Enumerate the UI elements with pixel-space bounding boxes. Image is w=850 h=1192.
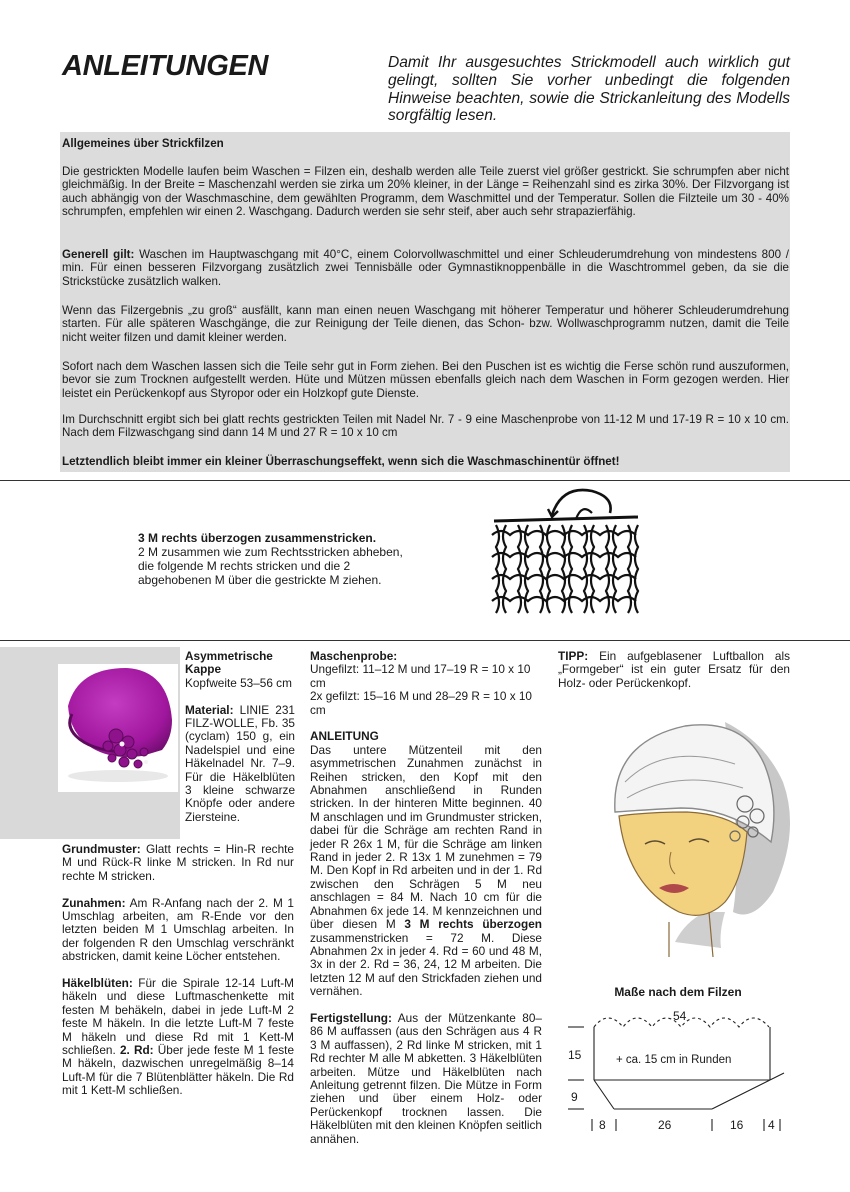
dim-bottom-2: 26 — [658, 1118, 672, 1132]
general-paragraph-4: Sofort nach dem Waschen lassen sich die Teile sehr gut in Form ziehen. Bei den Puschen ist es wichtig die Ferse schön rund auszuformen, bevor sie zum Trocknen aufgestellt werden. Hüte und Mützen müssen ebenfalls gleich nach dem Waschen in Form gezogen werden. Hier leistet ein Perückenkopf aus Styropor oder ein Holzkopf gute Dienste. — [62, 360, 789, 400]
intro-text: Damit Ihr ausgesuchtes Strickmodell auch wirklich gut gelingt, sollten Sie vorher unbedingt die folgenden Hinweise beachten, sowie die Strickanleitung des Modells sorgfältig lesen. — [388, 54, 790, 125]
model-info — [185, 650, 295, 824]
maschenprobe-unfelted: Ungefilzt: 11–12 M und 17–19 R = 10 x 10 cm — [310, 662, 531, 690]
dim-bottom-3: 16 — [730, 1118, 744, 1132]
pattern-instructions-left — [62, 843, 294, 1098]
dim-width-top: 54 — [673, 1009, 687, 1023]
general-paragraph-6: Letztendlich bleibt immer ein kleiner Überraschungseffekt, wenn sich die Waschmaschinentür öffnet! — [62, 455, 620, 468]
knitting-stitch-illustration — [488, 485, 648, 635]
zunahmen-text: Zunahmen: Am R-Anfang nach der 2. M 1 Umschlag arbeiten, am R-Ende vor den letzten beiden M 1 Umschlag arbeiten. In der folgenden R den Umschlag verschränkt abstricken, damit keine Löcher entstehen. — [62, 895, 294, 964]
technique-text: 2 M zusammen wie zum Rechtsstricken abheben, die folgende M rechts stricken und die 2 abgehobenen M über die gestrickte M ziehen. — [138, 545, 403, 587]
fertigstellung-text: Fertigstellung: Aus der Mützenkante 80–86 M auffassen (aus den Schrägen aus 4 R 3 M auffassen), 2 Rd linke M stricken, mit 1 Rd rechter M alle M abketten. 3 Häkelblüten arbeiten. Mütze und Häkelblüten nach Anleitung getrennt filzen. Die Mütze in Form ziehen und über einem Holz- oder Perückenkopf trocknen lassen. Die Häkelblüten mit den kleinen Knöpfen seitlich annähen. — [310, 1010, 542, 1146]
general-paragraph-2: Generell gilt: Waschen im Hauptwaschgang mit 40°C, einem Colorvollwaschmittel und einer Schleuderumdrehung von mindestens 800 / min. Für einen besseren Filzvorgang zusätzlich zwei Tennisbälle oder Gymnastiknoppenbälle in die Waschtrommel geben, da sie die Strickstücke zusätzlich walken. — [62, 248, 789, 288]
model-size: Kopfweite 53–56 cm — [185, 675, 292, 690]
page-title: ANLEITUNGEN — [62, 50, 269, 82]
dim-bottom-4: 4 — [768, 1118, 775, 1132]
general-paragraph-1: Die gestrickten Modelle laufen beim Waschen = Filzen ein, deshalb werden alle Teile zuerst viel größer gestrickt. Sie schrumpfen aber nicht gleichmäßig. In der Breite = Maschenzahl werden sie zirka um 20% kleiner, in der Länge = Reihenzahl sind es zirka 30%. Der Filzvorgang ist auch abhängig von der Waschmaschine, dem gewählten Programm, dem Waschmittel und der Temperatur. Sollen die Filzteile um 30 - 40% schrumpfen, empfehlen wir einen 2. Waschgang. Dadurch werden sie sehr steif, aber auch sehr strapazierfähig. — [62, 165, 789, 218]
model-name: Asymmetrische Kappe — [185, 649, 273, 677]
haekelblueten-text: Häkelblüten: Für die Spirale 12-14 Luft-M häkeln und diese Luftmaschenkette mit festen M behäkeln, dabei in jede Luft-M 2 feste M häkeln. In die letzte Luft-M 7 feste M häkeln und diese Rd mit 1 Kett-M schließen. 2. Rd: Über jede feste M 1 feste M häkeln, dazwischen unregelmäßig 8–14 Luft-M für die 7 Blütenblätter häkeln. Die Rd mit 1 Kett-M schließen. — [62, 976, 295, 1098]
diagram-title: Maße nach dem Filzen — [614, 985, 742, 999]
dim-note: + ca. 15 cm in Runden — [616, 1054, 732, 1066]
general-paragraph-5: Im Durchschnitt ergibt sich bei glatt rechts gestrickten Teilen mit Nadel Nr. 7 - 9 eine Maschenprobe von 11-12 M und 17-19 R = 10 x 10 cm. Nach dem Filzwaschgang sind dann 14 M und 27 R = 10 x 10 cm — [62, 413, 789, 440]
technique-heading: 3 M rechts überzogen zusammenstricken. — [138, 531, 377, 545]
anleitung-text: Das untere Mützenteil mit den asymmetrischen Zunahmen zunächst in Reihen stricken, den Kopf mit den Abnahmen anschließend in Runden stricken. In der hinteren Mitte beginnen. 40 M anschlagen und im Grundmuster stricken, dabei für die Schräge am rechten Rand in jeder R 26x 1 M, für die Schräge am linken Rand in jeder 2. R 13x 1 M zunehmen = 79 M. Den Kopf in Rd arbeiten und in der 1. Rd zwischen den Schrägen 5 M neu anschlagen = 84 M. Nach 10 cm für die Abnahmen 6x jede 14. M kennzeichnen und über diesen M 3 M rechts überzogen zusammenstricken = 72 M. Diese Abnahmen 2x in jeder 4. Rd = 60 und 48 M, 3x in der 2. Rd = 36, 24, 12 M arbeiten. Die letzten 12 M auf den Strickfaden ziehen und vernähen. — [310, 742, 542, 999]
anleitung-heading: ANLEITUNG — [310, 729, 379, 744]
dim-bottom-1: 8 — [599, 1118, 606, 1132]
hat-photo-frame — [58, 664, 178, 792]
general-paragraph-3: Wenn das Filzergebnis „zu groß“ ausfällt, kann man einen neuen Waschgang mit höherer Temperatur und höherer Schleuderumdrehung starten. Für alle späteren Waschgänge, die zur Reinigung der Teile dienen, das Schon- bzw. Wollwaschprogramm nutzen, damit die Teile nicht weiter filzen und damit kleiner werden. — [62, 304, 789, 344]
divider-middle — [0, 640, 850, 641]
pattern-instructions-middle — [310, 650, 542, 1146]
grundmuster-text: Grundmuster: Glatt rechts = Hin-R rechte M und Rück-R linke M stricken. In Rd nur rechte M stricken. — [62, 842, 294, 883]
general-heading: Allgemeines über Strickfilzen — [62, 137, 224, 150]
technique-block — [138, 531, 408, 587]
fashion-sketch — [585, 712, 795, 957]
maschenprobe-heading: Maschenprobe: — [310, 649, 398, 663]
dim-height-lower: 9 — [571, 1090, 578, 1104]
material-info: Material: LINIE 231 FILZ-WOLLE, Fb. 35 (cyclam) 150 g, ein Nadelspiel und eine Häkelnadel Nr. 7–9. Für die Häkelblüten 3 kleine schwarze Knöpfe oder andere Ziersteine. — [185, 702, 295, 824]
hat-photo — [58, 664, 178, 792]
measurement-diagram — [562, 985, 794, 1140]
maschenprobe-felted: 2x gefilzt: 15–16 M und 28–29 R = 10 x 10 cm — [310, 689, 532, 717]
tip-text: TIPP: Ein aufgeblasener Luftballon als „Formgeber“ ist ein guter Ersatz für den Holz- oder Perückenkopf. — [558, 649, 790, 690]
divider-top — [0, 480, 850, 481]
dim-height-upper: 15 — [568, 1048, 582, 1062]
